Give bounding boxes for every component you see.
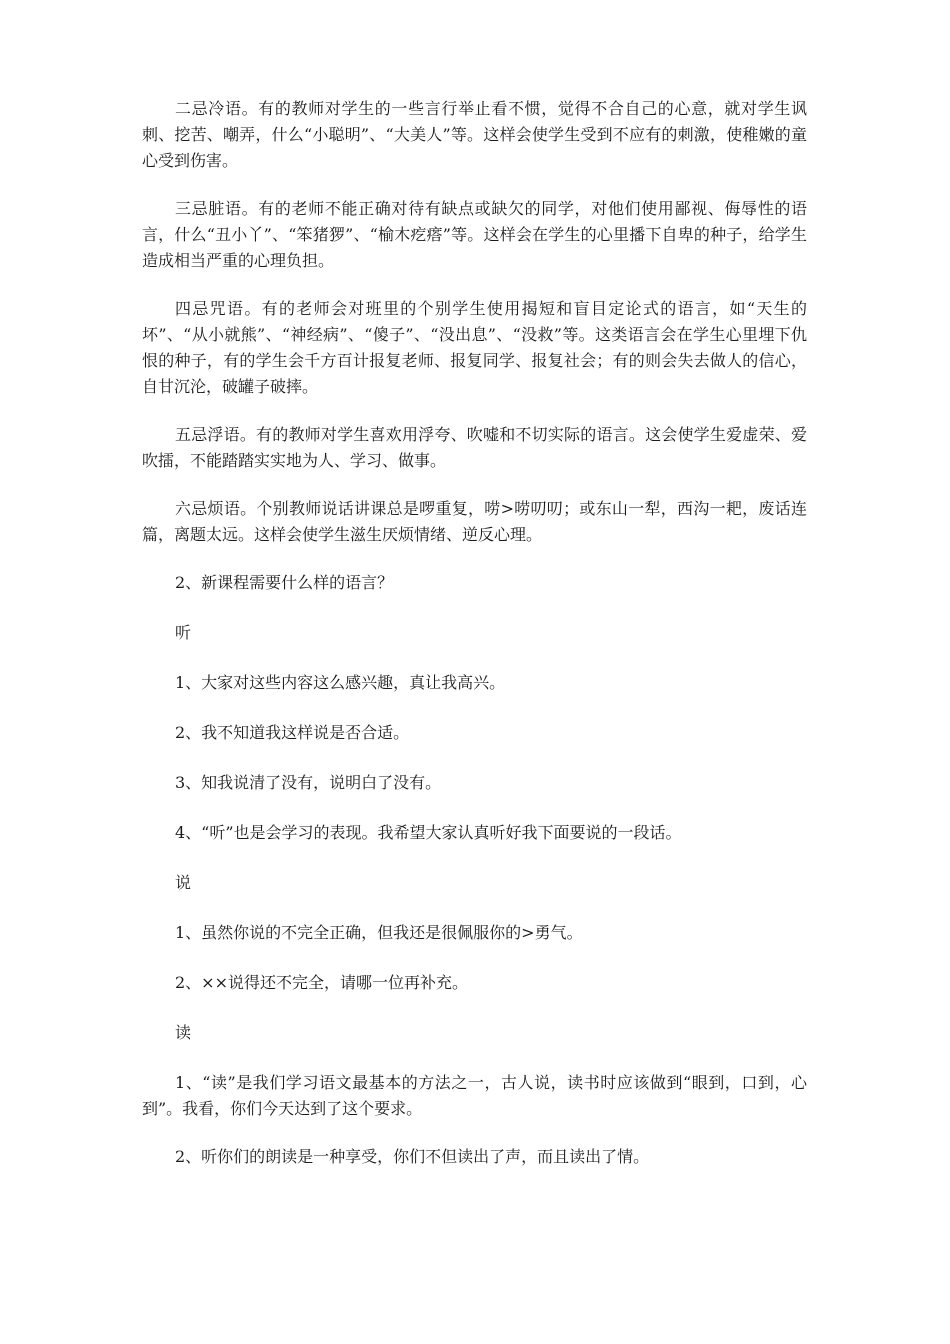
subheading-read: 读 [175,1023,192,1042]
listen-item-4: 4、“听”也是会学习的表现。我希望大家认真听好我下面要说的一段话。 [175,823,682,842]
subheading-listen: 听 [175,623,192,642]
subheading-speak: 说 [175,873,192,892]
listen-item-1: 1、大家对这些内容这么感兴趣，真让我高兴。 [175,673,506,692]
listen-item-3: 3、知我说清了没有，说明白了没有。 [175,773,442,792]
listen-item-2: 2、我不知道我这样说是否合适。 [175,723,410,742]
speak-item-1: 1、虽然你说的不完全正确，但我还是很佩服你的>勇气。 [175,923,583,942]
document-page [142,96,807,1192]
paragraph-floating-words: 五忌浮语。有的教师对学生喜欢用浮夸、吹嘘和不切实际的语言。这会使学生爱虚荣、爱吹擂，不能踏踏实实地为人、学习、做事。 [142,425,807,470]
read-item-2: 2、听你们的朗读是一种享受，你们不但读出了声，而且读出了情。 [175,1147,650,1166]
paragraph-tedious-words: 六忌烦语。个别教师说话讲课总是啰重复，唠>唠叨叨；或东山一犁，西沟一耙，废话连篇，离题太远。这样会使学生滋生厌烦情绪、逆反心理。 [142,499,807,544]
section-heading-new-curriculum: 2、新课程需要什么样的语言？ [175,573,394,592]
read-item-1: 1、“读”是我们学习语文最基本的方法之一，古人说，读书时应该做到“眼到，口到，心到”。我看，你们今天达到了这个要求。 [142,1073,807,1118]
paragraph-curse-words: 四忌咒语。有的老师会对班里的个别学生使用揭短和盲目定论式的语言，如“天生的坏”、“从小就熊”、“神经病”、“傻子”、“没出息”、“没救”等。这类语言会在学生心里埋下仇恨的种子，有的学生会千方百计报复老师、报复同学、报复社会；有的则会失去做人的信心，自甘沉沦，破罐子破摔。 [142,299,807,396]
paragraph-cold-words: 二忌冷语。有的教师对学生的一些言行举止看不惯，觉得不合自己的心意，就对学生讽刺、挖苦、嘲弄，什么“小聪明”、“大美人”等。这样会使学生受到不应有的刺激，使稚嫩的童心受到伤害。 [142,99,807,170]
speak-item-2: 2、××说得还不完全，请哪一位再补充。 [175,973,468,992]
paragraph-dirty-words: 三忌脏语。有的老师不能正确对待有缺点或缺欠的同学，对他们使用鄙视、侮辱性的语言，什么“丑小丫”、“笨猪猡”、“榆木疙瘩”等。这样会在学生的心里播下自卑的种子，给学生造成相当严重的心理负担。 [142,199,807,270]
